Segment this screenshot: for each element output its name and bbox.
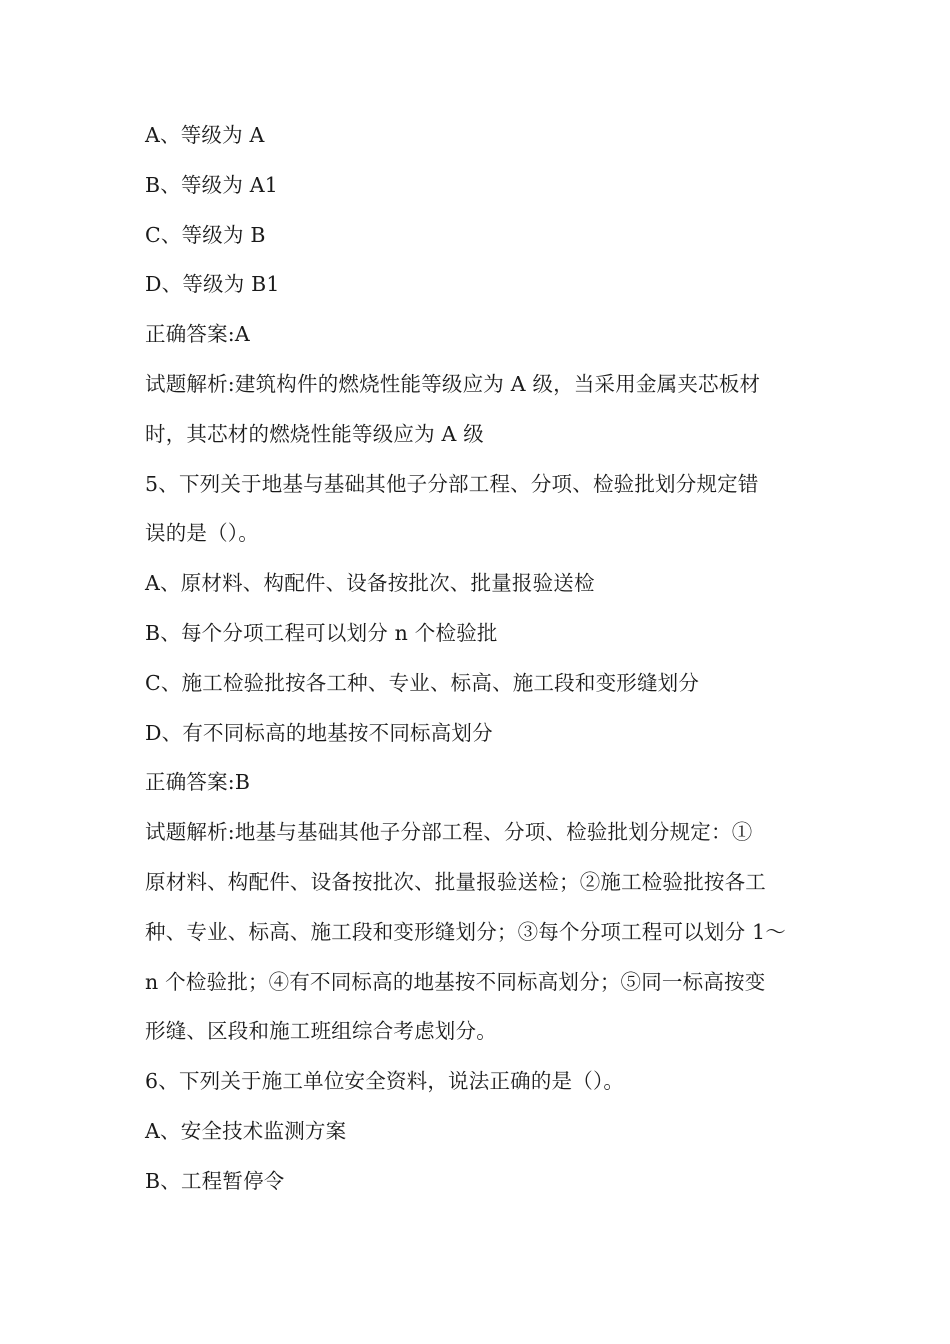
explanation-q5-line-1: 试题解析:地基与基础其他子分部工程、分项、检验批划分规定：① (145, 820, 753, 845)
explanation-q4-line-2: 时，其芯材的燃烧性能等级应为 A 级 (145, 421, 484, 446)
question-5-line-2: 误的是（）。 (145, 521, 259, 546)
explanation-q4-line-1: 试题解析:建筑构件的燃烧性能等级应为 A 级，当采用金属夹芯板材 (145, 371, 761, 396)
question-6: 6、下列关于施工单位安全资料，说法正确的是（）。 (145, 1069, 625, 1094)
option-d-q4: D、等级为 B1 (145, 272, 280, 297)
option-c-q5: C、施工检验批按各工种、专业、标高、施工段和变形缝划分 (145, 670, 700, 695)
explanation-q5-line-2: 原材料、构配件、设备按批次、批量报验送检；②施工检验批按各工 (145, 869, 766, 894)
option-a-q4: A、等级为 A (145, 123, 265, 147)
option-b-q6: B、工程暂停令 (145, 1168, 285, 1193)
option-d-q5: D、有不同标高的地基按不同标高划分 (145, 720, 493, 745)
explanation-q5-line-4: n 个检验批；④有不同标高的地基按不同标高划分；⑤同一标高按变 (145, 969, 766, 994)
answer-q4: 正确答案:A (145, 322, 250, 347)
option-a-q6: A、安全技术监测方案 (145, 1118, 347, 1143)
explanation-q5-line-3: 种、专业、标高、施工段和变形缝划分；③每个分项工程可以划分 1～ (145, 919, 786, 944)
document-body (145, 111, 815, 1207)
option-a-q5: A、原材料、构配件、设备按批次、批量报验送检 (145, 571, 595, 596)
explanation-q5-line-5: 形缝、区段和施工班组综合考虑划分。 (145, 1019, 497, 1044)
option-c-q4: C、等级为 B (145, 222, 266, 247)
option-b-q4: B、等级为 A1 (145, 172, 279, 197)
question-5-line-1: 5、下列关于地基与基础其他子分部工程、分项、检验批划分规定错 (145, 471, 759, 496)
answer-q5: 正确答案:B (145, 770, 251, 795)
option-b-q5: B、每个分项工程可以划分 n 个检验批 (145, 620, 498, 645)
